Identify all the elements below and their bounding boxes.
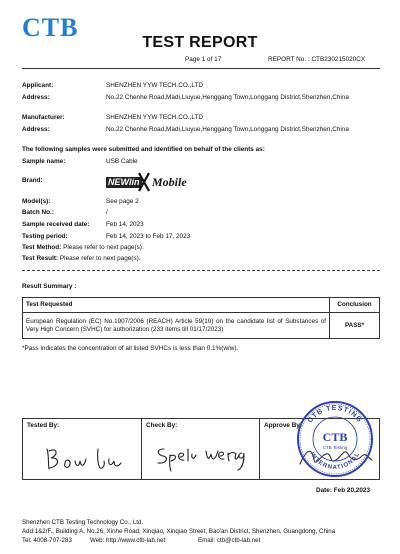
test-result-row [22, 255, 141, 263]
tested-by-signature [43, 443, 133, 475]
brand-logo-right: Mobile [152, 175, 187, 189]
footer-email: Email: ctb@ctb-lab.net [198, 537, 261, 544]
test-method-label: Test Method: [22, 244, 62, 251]
received-value: Feb 14, 2023 [106, 221, 144, 228]
approve-by-label: Approve By: [264, 422, 302, 429]
table-header-row [23, 298, 380, 313]
conclusion-cell: PASS* [330, 313, 380, 339]
tested-by-label: Tested By: [27, 422, 60, 429]
test-result-value: Please refer to next page(s). [59, 255, 141, 262]
check-by-box [142, 418, 260, 480]
test-method-value: Please refer to next page(s). [63, 244, 144, 251]
test-result-label: Test Result: [22, 255, 59, 262]
test-requested-cell: European Regulation (EC) No.1907/2006 (REACH) Article 59(10) on the candidate list of Substances of Very High Concern (SVHC) for authorization (233 items till 01/17/2023) [23, 313, 330, 339]
model-value: See page 2 [106, 198, 139, 205]
stamp-text-top: CTB TESTING [306, 404, 364, 425]
col-conclusion: Conclusion [330, 298, 380, 313]
report-number: REPORT No. : CTB230215020CX [268, 56, 366, 63]
batch-label: Batch No.: [22, 209, 54, 216]
testing-period-label: Testing period: [22, 233, 68, 240]
applicant-address: No.22 Chenhe Road,Madi,Liuyue,Henggang Town,Longgang District,Shenzhen,China [106, 94, 349, 101]
dashed-divider [22, 270, 380, 271]
footer-web: Web: http://www.ctb-lab.net [90, 537, 166, 544]
applicant-name: SHENZHEN YYW TECH.CO.,LTD [106, 82, 203, 89]
applicant-address-label: Address: [22, 94, 50, 101]
received-label: Sample received date: [22, 221, 90, 228]
result-summary-table [22, 297, 380, 339]
manufacturer-address-label: Address: [22, 126, 50, 133]
ctb-logo-text: CTB [22, 14, 79, 40]
brand-logo [106, 172, 216, 192]
check-by-label: Check By: [146, 422, 178, 429]
stamp-text-sub: CTB Testing [322, 445, 348, 450]
footer-tel: Tel: 4008-707-283 [22, 537, 72, 544]
applicant-label: Applicant: [22, 82, 54, 89]
stamp-text-bottom: INTERNATIONAL [308, 451, 362, 472]
model-label: Model(s): [22, 198, 51, 205]
manufacturer-address: No.22 Chenhe Road,Madi,Liuyue,Henggang Town,Longgang District,Shenzhen,China [106, 126, 349, 133]
manufacturer-name: SHENZHEN YYW TECH.CO.,LTD [106, 114, 203, 121]
report-date: Date: Feb 20,2023 [316, 487, 370, 494]
footer-company: Shenzhen CTB Testing Technology Co., Ltd. [22, 519, 144, 526]
sample-name: USB Cable [106, 158, 138, 165]
test-method-row [22, 244, 144, 252]
testing-period-value: Feb 14, 2023 to Feb 17, 2023 [106, 233, 191, 240]
col-test-requested: Test Requested [23, 298, 330, 313]
tested-by-box [22, 418, 142, 480]
footer-address: Add:1&2/F., Building A, No.26, Xinhe Road, Xinqiao, Xinqiao Street, Bao'an District, Shenzhen, Guangdong, China [22, 528, 336, 535]
divider [22, 68, 380, 69]
page-number: Page 1 of 17 [185, 56, 222, 63]
pass-note: *Pass indicates the concentration of all listed SVHCs is less than 0.1%(w/w). [22, 345, 239, 352]
page-title: TEST REPORT [142, 34, 258, 51]
brand-label: Brand: [22, 177, 43, 184]
result-summary-heading: Result Summary : [22, 283, 77, 290]
table-row [23, 313, 380, 339]
brand-logo-left: NEWlin [108, 177, 140, 187]
brand-x-mark-icon [137, 172, 151, 192]
check-by-signature [154, 441, 254, 473]
sample-name-label: Sample name: [22, 158, 66, 165]
stamp-text-center: CTB [322, 430, 348, 444]
samples-intro: The following samples were submitted and identified on behalf of the clients as: [22, 146, 265, 153]
batch-value: / [106, 209, 108, 216]
ctb-stamp [296, 400, 374, 478]
manufacturer-label: Manufacturer: [22, 114, 65, 121]
